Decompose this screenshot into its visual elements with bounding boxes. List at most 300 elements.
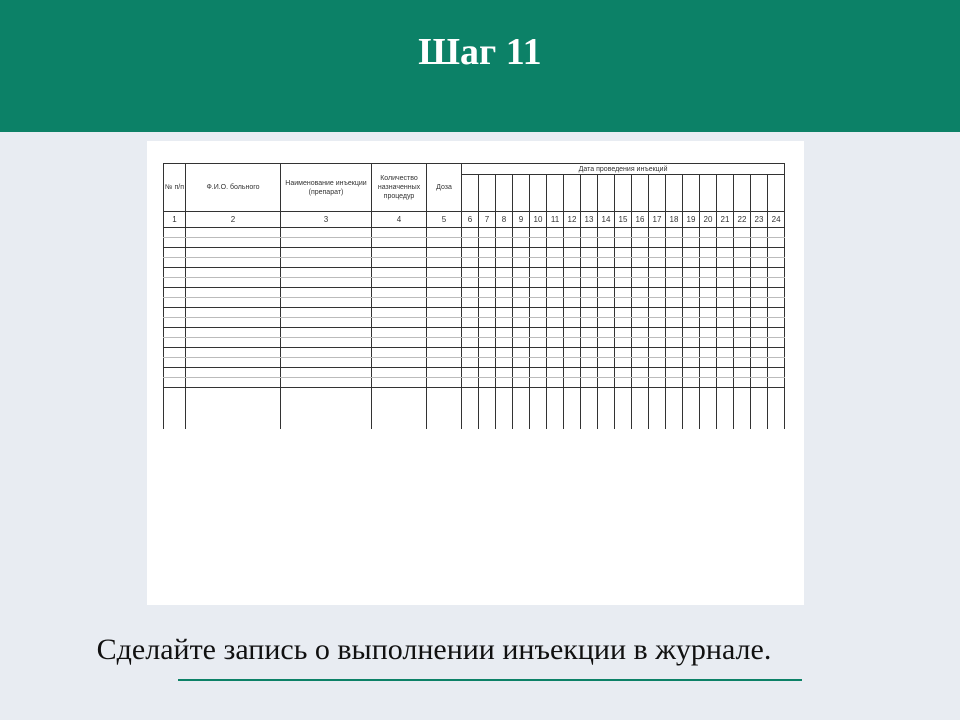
- column-number-1: 1: [164, 212, 186, 228]
- table-row: [164, 268, 785, 278]
- table-cell: [751, 318, 768, 328]
- table-cell: [734, 258, 751, 268]
- injection-journal-table: [163, 163, 785, 429]
- table-cell: [513, 258, 530, 268]
- table-cell: [564, 348, 581, 358]
- table-cell: [683, 358, 700, 368]
- date-cell: [683, 175, 700, 212]
- table-cell: [598, 298, 615, 308]
- date-cell: [530, 175, 547, 212]
- table-cell: [496, 338, 513, 348]
- table-cell: [479, 228, 496, 238]
- table-cell: [281, 348, 372, 358]
- table-cell: [427, 288, 462, 298]
- column-number-23: 23: [751, 212, 768, 228]
- table-cell: [717, 278, 734, 288]
- table-cell: [768, 318, 785, 328]
- table-cell: [700, 238, 717, 248]
- table-cell: [372, 258, 427, 268]
- table-cell: [683, 268, 700, 278]
- table-cell: [717, 358, 734, 368]
- table-cell: [649, 338, 666, 348]
- table-cell: [513, 388, 530, 430]
- table-cell: [513, 358, 530, 368]
- table-cell: [564, 388, 581, 430]
- table-cell: [700, 298, 717, 308]
- table-row: [164, 308, 785, 318]
- table-cell: [751, 328, 768, 338]
- table-cell: [427, 298, 462, 308]
- slide-title: Шаг 11: [418, 31, 542, 73]
- table-cell: [751, 268, 768, 278]
- table-cell: [427, 248, 462, 258]
- table-cell: [462, 308, 479, 318]
- table-cell: [513, 268, 530, 278]
- table-cell: [666, 338, 683, 348]
- table-cell: [496, 388, 513, 430]
- table-cell: [751, 248, 768, 258]
- table-cell: [632, 248, 649, 258]
- header-count: Количество назначенных процедур: [372, 164, 427, 212]
- table-cell: [632, 358, 649, 368]
- table-cell: [700, 288, 717, 298]
- table-cell: [666, 238, 683, 248]
- table-cell: [581, 378, 598, 388]
- table-cell: [164, 268, 186, 278]
- column-number-14: 14: [598, 212, 615, 228]
- column-number-7: 7: [479, 212, 496, 228]
- table-cell: [530, 268, 547, 278]
- table-cell: [581, 298, 598, 308]
- table-cell: [164, 258, 186, 268]
- table-cell: [734, 388, 751, 430]
- table-cell: [564, 318, 581, 328]
- table-cell: [164, 318, 186, 328]
- table-cell: [281, 248, 372, 258]
- table-cell: [462, 368, 479, 378]
- table-row: [164, 348, 785, 358]
- table-cell: [768, 348, 785, 358]
- table-cell: [462, 248, 479, 258]
- date-cell: [598, 175, 615, 212]
- table-cell: [281, 378, 372, 388]
- table-cell: [768, 258, 785, 268]
- table-cell: [649, 258, 666, 268]
- table-cell: [281, 328, 372, 338]
- table-cell: [683, 308, 700, 318]
- table-cell: [372, 238, 427, 248]
- table-cell: [717, 338, 734, 348]
- table-cell: [683, 388, 700, 430]
- table-cell: [547, 278, 564, 288]
- table-cell: [666, 388, 683, 430]
- date-cell: [547, 175, 564, 212]
- table-cell: [372, 358, 427, 368]
- table-cell: [581, 318, 598, 328]
- table-cell: [768, 358, 785, 368]
- table-cell: [530, 388, 547, 430]
- table-cell: [530, 278, 547, 288]
- table-cell: [530, 318, 547, 328]
- table-cell: [666, 228, 683, 238]
- table-cell: [649, 228, 666, 238]
- table-cell: [649, 308, 666, 318]
- table-cell: [598, 378, 615, 388]
- table-cell: [768, 328, 785, 338]
- table-cell: [496, 248, 513, 258]
- table-cell: [615, 298, 632, 308]
- table-cell: [164, 348, 186, 358]
- table-cell: [683, 338, 700, 348]
- table-cell: [513, 248, 530, 258]
- table-cell: [530, 258, 547, 268]
- table-cell: [598, 308, 615, 318]
- table-cell: [734, 328, 751, 338]
- table-cell: [479, 328, 496, 338]
- table-cell: [462, 348, 479, 358]
- table-cell: [598, 318, 615, 328]
- table-cell: [530, 378, 547, 388]
- table-cell: [164, 288, 186, 298]
- table-cell: [564, 228, 581, 238]
- table-cell: [427, 388, 462, 430]
- table-cell: [751, 278, 768, 288]
- table-cell: [281, 318, 372, 328]
- table-cell: [649, 298, 666, 308]
- table-cell: [164, 298, 186, 308]
- slide-caption: Сделайте запись о выполнении инъекции в журнале.: [96, 633, 772, 666]
- table-cell: [427, 228, 462, 238]
- table-cell: [547, 268, 564, 278]
- table-cell: [479, 388, 496, 430]
- table-cell: [479, 368, 496, 378]
- table-cell: [530, 328, 547, 338]
- table-cell: [581, 348, 598, 358]
- table-cell: [700, 378, 717, 388]
- table-cell: [717, 258, 734, 268]
- table-cell: [427, 268, 462, 278]
- table-cell: [700, 268, 717, 278]
- table-cell: [666, 248, 683, 258]
- table-cell: [462, 328, 479, 338]
- table-cell: [547, 338, 564, 348]
- table-cell: [164, 378, 186, 388]
- table-cell: [768, 228, 785, 238]
- table-cell: [666, 258, 683, 268]
- table-cell: [700, 308, 717, 318]
- table-cell: [281, 388, 372, 430]
- table-cell: [649, 368, 666, 378]
- table-cell: [581, 228, 598, 238]
- table-cell: [598, 258, 615, 268]
- table-cell: [462, 278, 479, 288]
- date-cell: [479, 175, 496, 212]
- table-cell: [496, 318, 513, 328]
- table-cell: [186, 268, 281, 278]
- table-cell: [530, 348, 547, 358]
- table-cell: [186, 248, 281, 258]
- table-cell: [598, 278, 615, 288]
- table-cell: [186, 288, 281, 298]
- table-cell: [513, 278, 530, 288]
- table-cell: [717, 368, 734, 378]
- table-cell: [479, 248, 496, 258]
- table-cell: [717, 328, 734, 338]
- table-cell: [479, 278, 496, 288]
- table-cell: [462, 358, 479, 368]
- table-cell: [734, 238, 751, 248]
- date-cell: [751, 175, 768, 212]
- table-cell: [717, 238, 734, 248]
- table-cell: [734, 298, 751, 308]
- table-cell: [581, 248, 598, 258]
- table-header-row: [164, 164, 785, 175]
- table-cell: [700, 328, 717, 338]
- table-cell: [649, 268, 666, 278]
- table-cell: [700, 348, 717, 358]
- table-cell: [615, 268, 632, 278]
- table-cell: [615, 378, 632, 388]
- column-number-17: 17: [649, 212, 666, 228]
- table-cell: [547, 298, 564, 308]
- table-cell: [513, 288, 530, 298]
- table-cell: [427, 318, 462, 328]
- table-cell: [581, 258, 598, 268]
- table-cell: [513, 368, 530, 378]
- table-cell: [564, 368, 581, 378]
- table-cell: [734, 228, 751, 238]
- table-cell: [281, 338, 372, 348]
- table-cell: [479, 338, 496, 348]
- table-cell: [717, 388, 734, 430]
- table-cell: [666, 348, 683, 358]
- table-cell: [372, 368, 427, 378]
- table-cell: [751, 238, 768, 248]
- table-cell: [281, 288, 372, 298]
- table-cell: [530, 358, 547, 368]
- table-cell: [751, 378, 768, 388]
- table-cell: [530, 288, 547, 298]
- table-cell: [632, 388, 649, 430]
- table-cell: [164, 228, 186, 238]
- table-cell: [496, 308, 513, 318]
- table-cell: [717, 318, 734, 328]
- table-cell: [479, 358, 496, 368]
- table-cell: [734, 368, 751, 378]
- table-cell: [700, 318, 717, 328]
- column-number-18: 18: [666, 212, 683, 228]
- table-cell: [751, 288, 768, 298]
- table-cell: [372, 388, 427, 430]
- table-cell: [186, 388, 281, 430]
- table-row: [164, 318, 785, 328]
- table-cell: [462, 378, 479, 388]
- table-cell: [717, 228, 734, 238]
- table-cell: [564, 298, 581, 308]
- table-cell: [513, 338, 530, 348]
- table-cell: [427, 258, 462, 268]
- table-cell: [547, 358, 564, 368]
- table-cell: [427, 378, 462, 388]
- table-cell: [717, 348, 734, 358]
- table-cell: [186, 238, 281, 248]
- table-cell: [186, 358, 281, 368]
- header-dose: Доза: [427, 164, 462, 212]
- table-cell: [281, 238, 372, 248]
- table-cell: [632, 288, 649, 298]
- table-cell: [666, 308, 683, 318]
- table-cell: [683, 258, 700, 268]
- table-cell: [186, 258, 281, 268]
- table-cell: [547, 238, 564, 248]
- table-cell: [615, 368, 632, 378]
- table-cell: [513, 238, 530, 248]
- table-cell: [496, 288, 513, 298]
- table-cell: [683, 238, 700, 248]
- date-cell: [462, 175, 479, 212]
- table-cell: [479, 238, 496, 248]
- slide-header: [0, 0, 960, 132]
- table-cell: [547, 288, 564, 298]
- table-row: [164, 378, 785, 388]
- table-cell: [615, 278, 632, 288]
- table-cell: [581, 358, 598, 368]
- table-cell: [186, 368, 281, 378]
- table-row: [164, 358, 785, 368]
- table-cell: [427, 348, 462, 358]
- table-cell: [768, 308, 785, 318]
- header-patient: Ф.И.О. больного: [186, 164, 281, 212]
- date-cell: [717, 175, 734, 212]
- table-cell: [615, 228, 632, 238]
- table-cell: [598, 268, 615, 278]
- table-cell: [462, 318, 479, 328]
- table-row: [164, 388, 785, 430]
- table-cell: [768, 248, 785, 258]
- table-row: [164, 368, 785, 378]
- table-cell: [462, 258, 479, 268]
- table-cell: [734, 268, 751, 278]
- table-cell: [649, 248, 666, 258]
- table-cell: [598, 338, 615, 348]
- column-number-row: [164, 212, 785, 228]
- table-cell: [372, 228, 427, 238]
- table-cell: [496, 348, 513, 358]
- header-dates: Дата проведения инъекций: [462, 164, 785, 175]
- table-cell: [700, 228, 717, 238]
- table-cell: [615, 318, 632, 328]
- table-cell: [734, 278, 751, 288]
- table-cell: [547, 308, 564, 318]
- table-cell: [615, 288, 632, 298]
- column-number-4: 4: [372, 212, 427, 228]
- table-cell: [632, 268, 649, 278]
- table-row: [164, 278, 785, 288]
- table-cell: [734, 358, 751, 368]
- table-cell: [513, 348, 530, 358]
- table-cell: [666, 378, 683, 388]
- date-cell: [615, 175, 632, 212]
- table-cell: [734, 308, 751, 318]
- column-number-5: 5: [427, 212, 462, 228]
- table-cell: [164, 338, 186, 348]
- table-cell: [281, 358, 372, 368]
- table-cell: [581, 368, 598, 378]
- table-cell: [496, 228, 513, 238]
- table-cell: [598, 238, 615, 248]
- table-cell: [734, 378, 751, 388]
- table-cell: [547, 378, 564, 388]
- table-cell: [496, 298, 513, 308]
- date-cell: [496, 175, 513, 212]
- table-cell: [615, 358, 632, 368]
- column-number-16: 16: [632, 212, 649, 228]
- table-row: [164, 258, 785, 268]
- column-number-20: 20: [700, 212, 717, 228]
- table-cell: [598, 368, 615, 378]
- table-cell: [496, 268, 513, 278]
- table-cell: [615, 238, 632, 248]
- table-cell: [751, 298, 768, 308]
- table-cell: [564, 358, 581, 368]
- table-cell: [581, 308, 598, 318]
- table-cell: [632, 258, 649, 268]
- table-cell: [281, 308, 372, 318]
- table-cell: [547, 348, 564, 358]
- table-cell: [683, 328, 700, 338]
- table-cell: [496, 328, 513, 338]
- column-number-6: 6: [462, 212, 479, 228]
- table-cell: [372, 298, 427, 308]
- table-cell: [164, 308, 186, 318]
- table-cell: [530, 248, 547, 258]
- table-cell: [281, 268, 372, 278]
- table-cell: [734, 318, 751, 328]
- table-cell: [751, 348, 768, 358]
- table-cell: [547, 328, 564, 338]
- table-cell: [496, 278, 513, 288]
- header-injection: Наименование инъекции (препарат): [281, 164, 372, 212]
- column-number-10: 10: [530, 212, 547, 228]
- table-cell: [513, 308, 530, 318]
- table-cell: [564, 278, 581, 288]
- table-cell: [547, 368, 564, 378]
- table-cell: [649, 358, 666, 368]
- table-cell: [768, 338, 785, 348]
- journal-image: [147, 141, 804, 605]
- table-cell: [281, 228, 372, 238]
- table-cell: [683, 368, 700, 378]
- column-number-12: 12: [564, 212, 581, 228]
- table-cell: [372, 378, 427, 388]
- table-cell: [598, 388, 615, 430]
- table-cell: [683, 228, 700, 238]
- table-cell: [427, 238, 462, 248]
- table-cell: [768, 378, 785, 388]
- table-cell: [372, 268, 427, 278]
- table-cell: [615, 338, 632, 348]
- table-cell: [598, 348, 615, 358]
- table-cell: [683, 348, 700, 358]
- table-cell: [632, 318, 649, 328]
- table-cell: [649, 318, 666, 328]
- table-cell: [372, 328, 427, 338]
- table-cell: [164, 358, 186, 368]
- table-cell: [564, 378, 581, 388]
- column-number-2: 2: [186, 212, 281, 228]
- table-row: [164, 248, 785, 258]
- table-cell: [649, 378, 666, 388]
